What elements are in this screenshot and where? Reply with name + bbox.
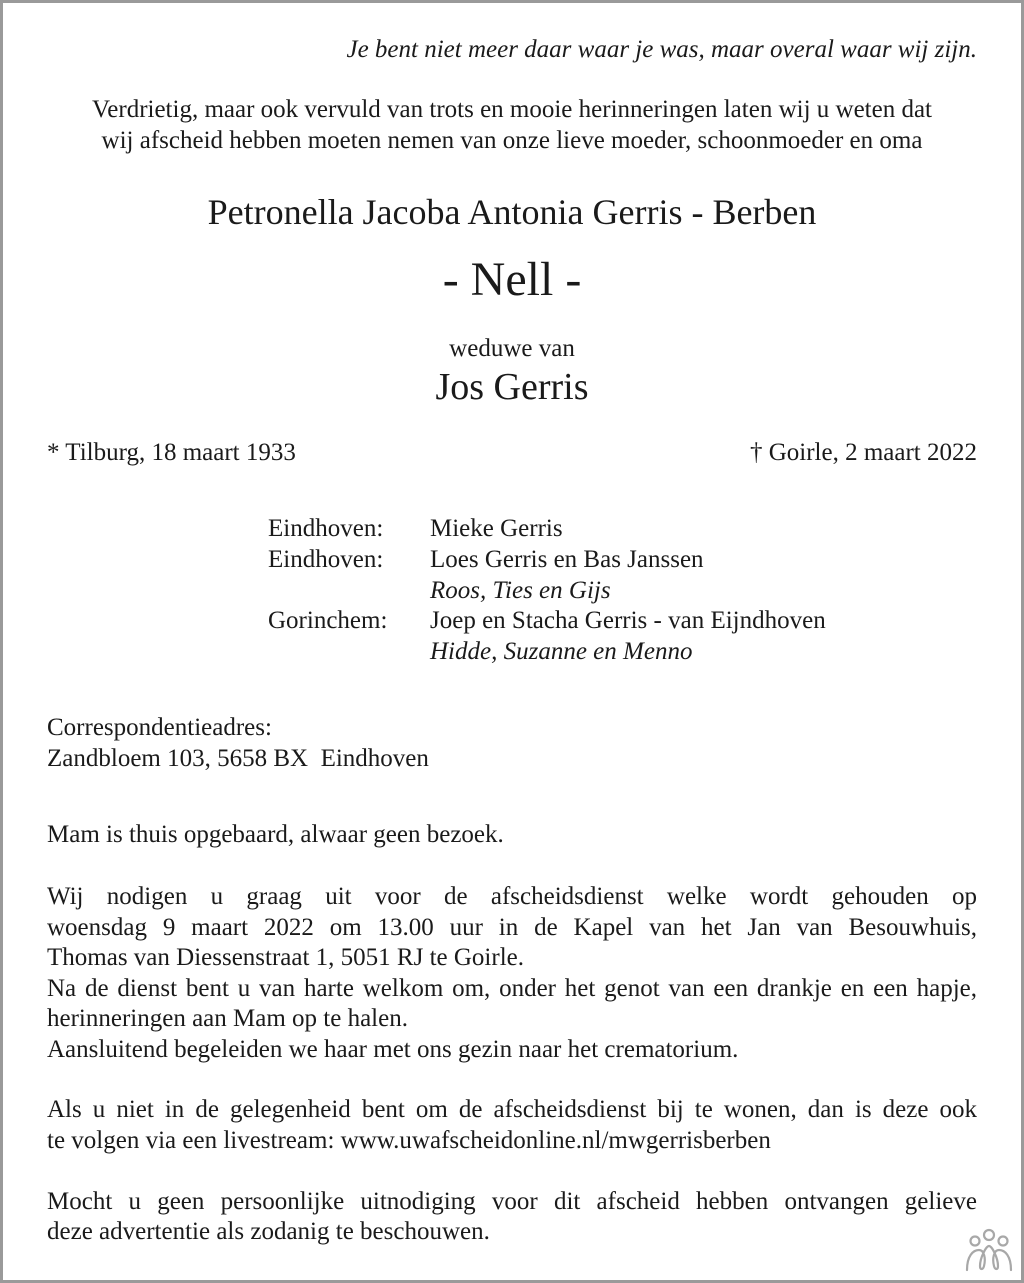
service-line: Wij nodigen u graag uit voor de afscheidsdienst welke wordt gehouden op (47, 883, 977, 910)
intro-line-2: wij afscheid hebben moeten nemen van onze lieve moeder, schoonmoeder en oma (101, 127, 923, 154)
correspondence-address: Zandbloem 103, 5658 BX Eindhoven (47, 745, 429, 772)
widow-of-label: weduwe van (449, 335, 575, 362)
family-names: Loes Gerris en Bas Janssen (430, 546, 704, 573)
family-names: Joep en Stacha Gerris - van Eijndhoven (430, 607, 826, 634)
service-line: Aansluitend begeleiden we haar met ons gezin naar het crematorium. (47, 1036, 739, 1063)
family-place: Gorinchem: (268, 607, 388, 634)
closing-line: Mocht u geen persoonlijke uitnodiging voor dit afscheid hebben ontvangen gelieve (47, 1188, 977, 1215)
closing-line: deze advertentie als zodanig te beschouwen. (47, 1218, 490, 1245)
service-line: herinneringen aan Mam op te halen. (47, 1005, 408, 1032)
spouse-name: Jos Gerris (435, 366, 589, 408)
birth-info: * Tilburg, 18 maart 1933 (47, 439, 296, 466)
family-place: Eindhoven: (268, 546, 384, 573)
intro-line-1: Verdrietig, maar ook vervuld van trots en mooie herinneringen laten wij u weten dat (91, 96, 932, 123)
family-children: Roos, Ties en Gijs (430, 577, 611, 604)
people-group-icon (964, 1228, 1014, 1272)
family-place: Eindhoven: (268, 515, 384, 542)
service-line: woensdag 9 maart 2022 om 13.00 uur in de Kapel van het Jan van Besouwhuis, (47, 914, 977, 941)
death-info: † Goirle, 2 maart 2022 (749, 439, 977, 466)
nickname: - Nell - (442, 253, 582, 306)
family-names: Mieke Gerris (430, 515, 563, 542)
livestream-line: Als u niet in de gelegenheid bent om de afscheidsdienst bij te wonen, dan is deze ook (47, 1096, 977, 1123)
service-line: Na de dienst bent u van harte welkom om, onder het genot van een drankje en een hapje, (47, 975, 977, 1002)
family-children: Hidde, Suzanne en Menno (430, 638, 693, 665)
correspondence-label: Correspondentieadres: (47, 714, 272, 741)
laid-out-note: Mam is thuis opgebaard, alwaar geen bezoek. (47, 821, 504, 848)
full-name: Petronella Jacoba Antonia Gerris - Berben (207, 192, 817, 232)
quote: Je bent niet meer daar waar je was, maar overal waar wij zijn. (346, 36, 977, 63)
livestream-line: te volgen via een livestream: www.uwafscheidonline.nl/mwgerrisberben (47, 1127, 771, 1154)
service-line: Thomas van Diessenstraat 1, 5051 RJ te Goirle. (47, 944, 524, 971)
